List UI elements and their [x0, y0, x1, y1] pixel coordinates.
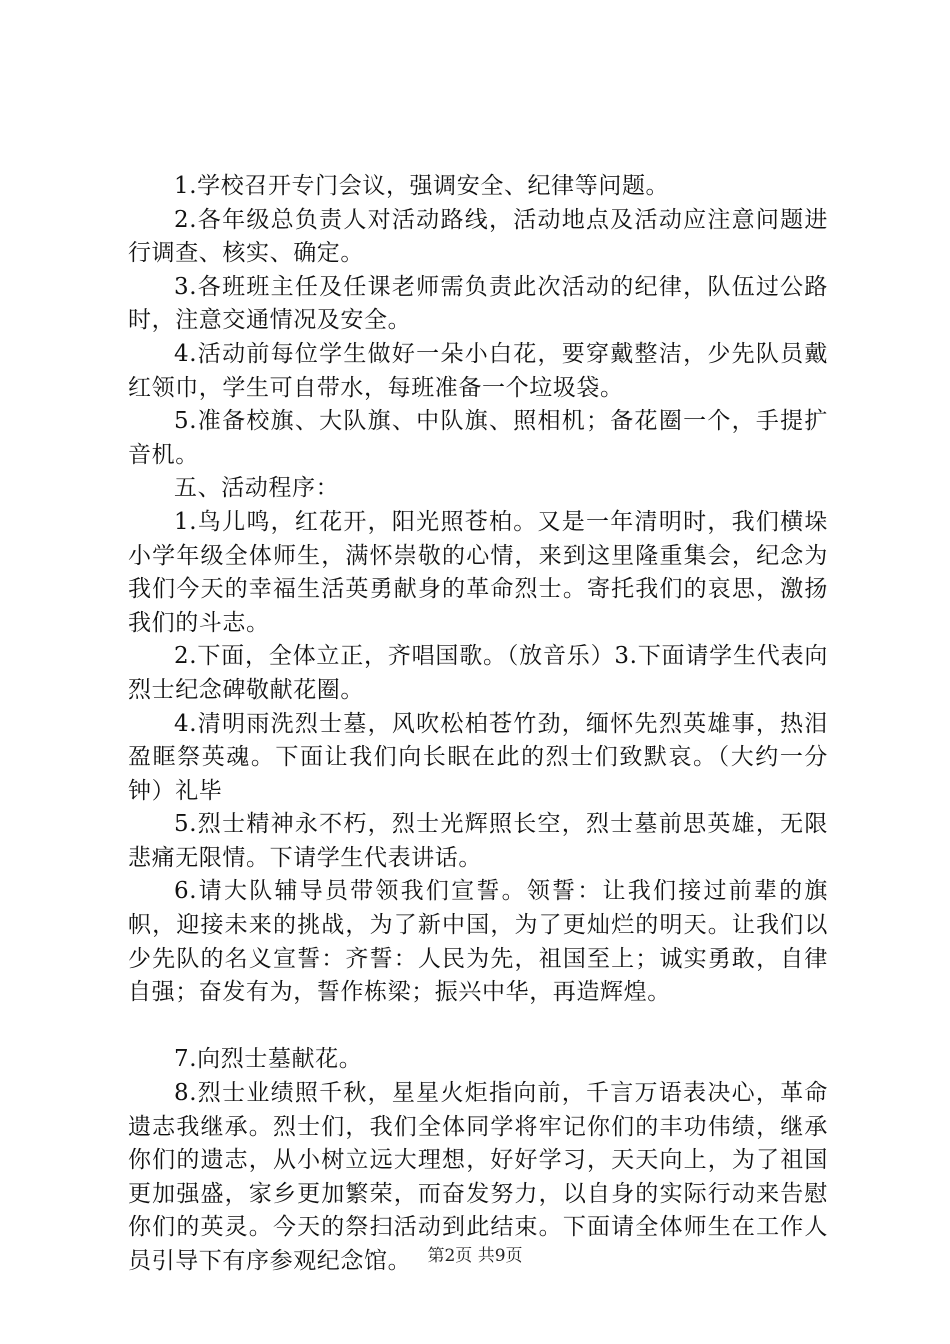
document-body — [128, 170, 828, 1279]
page-number-footer: 第2页 共9页 — [427, 1246, 523, 1266]
section-heading-procedure: 五、活动程序： — [174, 475, 340, 502]
paragraph-procedure-7: 7.向烈士墓献花。 — [174, 1046, 363, 1073]
paragraph-procedure-2: 2.下面，全体立正，齐唱国歌。（放音乐）3.下面请学生代表向烈士纪念碑敬献花圈。 — [128, 643, 828, 703]
paragraph-prep-4: 4.活动前每位学生做好一朵小白花，要穿戴整洁，少先队员戴红领巾，学生可自带水，每班准备一个垃圾袋。 — [128, 340, 828, 401]
paragraph-procedure-8: 8.烈士业绩照千秋，星星火炬指向前，千言万语表决心，革命遗志我继承。烈士们，我们全体同学将牢记你们的丰功伟绩，继承你们的遗志，从小树立远大理想，好好学习，天天向上，为了祖国更加强盛，家乡更加繁荣，而奋发努力，以自身的实际行动来告慰你们的英灵。今天的祭扫活动到此结束。下面请全体师生在工作人员引导下有序参观纪念馆。 — [128, 1080, 828, 1274]
paragraph-procedure-1: 1.鸟儿鸣，红花开，阳光照苍柏。又是一年清明时，我们横垛小学年级全体师生，满怀崇敬的心情，来到这里隆重集会，纪念为我们今天的幸福生活英勇献身的革命烈士。寄托我们的哀思，激扬我们的斗志。 — [128, 508, 828, 636]
paragraph-prep-3: 3.各班班主任及任课老师需负责此次活动的纪律，队伍过公路时，注意交通情况及安全。 — [128, 273, 828, 334]
paragraph-prep-1: 1.学校召开专门会议，强调安全、纪律等问题。 — [174, 173, 670, 199]
paragraph-procedure-5: 5.烈士精神永不朽，烈士光辉照长空，烈士墓前思英雄，无限悲痛无限情。下请学生代表讲话。 — [128, 811, 828, 871]
paragraph-prep-2: 2.各年级总负责人对活动路线，活动地点及活动应注意问题进行调查、核实、确定。 — [128, 206, 828, 267]
paragraph-procedure-6: 6.请大队辅导员带领我们宣誓。领誓：让我们接过前辈的旗帜，迎接未来的挑战，为了新中国，为了更灿烂的明天。让我们以少先队的名义宣誓：齐誓：人民为先，祖国至上；诚实勇敢，自律自强；奋发有为，誓作栋梁；振兴中华，再造辉煌。 — [128, 878, 828, 1006]
paragraph-procedure-4: 4.清明雨洗烈士墓，风吹松柏苍竹劲，缅怀先烈英雄事，热泪盈眶祭英魂。下面让我们向长眠在此的烈士们致默哀。（大约一分钟）礼毕 — [128, 710, 828, 804]
paragraph-prep-5: 5.准备校旗、大队旗、中队旗、照相机；备花圈一个，手提扩音机。 — [128, 408, 828, 468]
